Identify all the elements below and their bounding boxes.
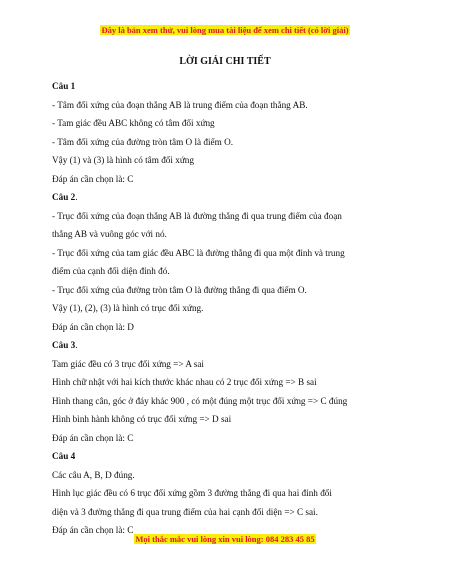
question-title: Câu 4 (52, 451, 76, 461)
answer-line: Hình chữ nhật với hai kích thước khác nhau có 2 trục đối xứng => B sai (52, 377, 317, 387)
answer-line: - Tam giác đều ABC không có tâm đối xứng (52, 118, 215, 128)
preview-banner (0, 25, 450, 36)
answer-line: diện và 3 đường thẳng đi qua trung điểm của hai cạnh đối diện => C sai. (52, 506, 318, 517)
solution-document (52, 56, 398, 540)
answer-line: điểm của cạnh đối diện đỉnh đó. (52, 266, 170, 276)
answer-line: Các câu A, B, D đúng. (52, 469, 135, 480)
answer-line: thẳng AB và vuông góc với nó. (52, 229, 167, 239)
question-2 (52, 188, 398, 336)
answer-line: - Trục đối xứng của tam giác đều ABC là đường thẳng đi qua một đỉnh và trung (52, 247, 345, 258)
answer-choice: Đáp án cần chọn là: D (52, 321, 134, 332)
answer-choice: Đáp án cần chọn là: C (52, 432, 134, 443)
document-heading: LỜI GIẢI CHI TIẾT (179, 56, 271, 67)
answer-line: Vậy (1), (2), (3) là hình có trục đối xứng. (52, 303, 204, 313)
answer-line: Hình thang cân, góc ở đáy khác 900 , có một đúng một trục đối xứng => C đúng (52, 395, 348, 406)
contact-banner (0, 534, 450, 545)
question-1 (52, 77, 398, 188)
question-title: Câu 3 (52, 340, 76, 350)
question-4 (52, 447, 398, 540)
contact-banner-text: Mọi thắc mắc vui lòng xin vui lòng: 084 283 45 85 (135, 534, 315, 544)
answer-line: - Tâm đối xứng của đoạn thẳng AB là trung điểm của đoạn thẳng AB. (52, 99, 308, 110)
preview-banner-text: Đây là bản xem thử, vui lòng mua tài liệu để xem chi tiết (có lời giải) (101, 25, 349, 35)
question-3 (52, 336, 398, 447)
question-title-suffix: . (75, 340, 78, 350)
answer-choice: Đáp án cần chọn là: C (52, 173, 134, 184)
question-title: Câu 2 (52, 192, 76, 202)
answer-line: - Trục đối xứng của đoạn thẳng AB là đường thẳng đi qua trung điểm của đoạn (52, 210, 342, 221)
answer-line: Hình bình hành không có trục đối xứng => D sai (52, 414, 232, 424)
question-title: Câu 1 (52, 81, 76, 91)
answer-line: Vậy (1) và (3) là hình có tâm đối xứng (52, 155, 194, 165)
question-title-suffix: . (75, 192, 78, 202)
answer-choice: Đáp án cần chọn là: C (52, 525, 134, 535)
answer-line: Tam giác đều có 3 trục đối xứng => A sai (52, 358, 204, 369)
answer-line: - Tâm đối xứng của đường tròn tâm O là điểm O. (52, 136, 234, 147)
answer-line: Hình lục giác đều có 6 trục đối xứng gồm 3 đường thẳng đi qua hai đỉnh đối (52, 488, 332, 498)
answer-line: - Trục đối xứng của đường tròn tâm O là đường thẳng đi qua điểm O. (52, 284, 307, 295)
